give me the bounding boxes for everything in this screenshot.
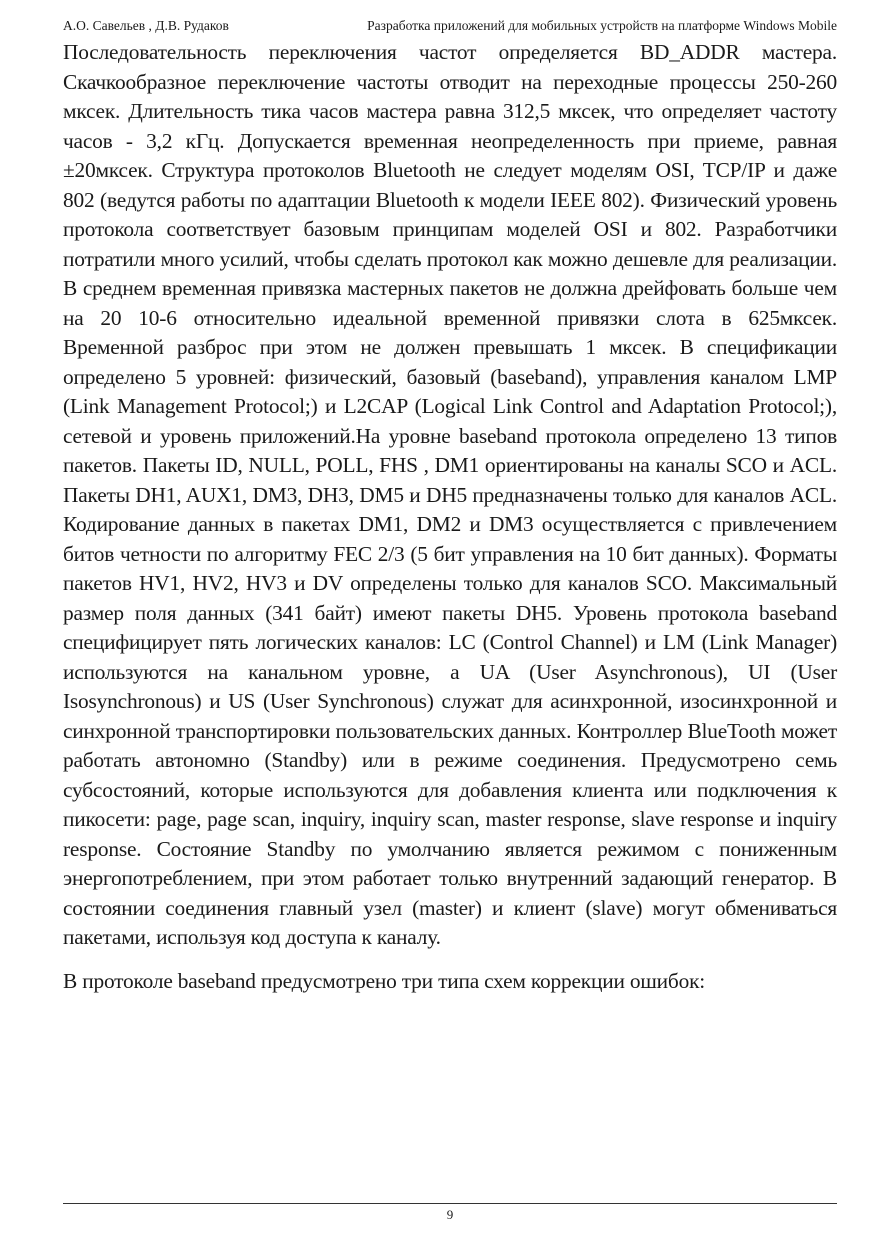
page-header bbox=[63, 17, 837, 35]
body-paragraph: В протоколе baseband предусмотрено три типа схем коррекции ошибок: bbox=[63, 968, 706, 993]
header-authors: А.О. Савельев , Д.В. Рудаков bbox=[63, 18, 229, 33]
page-body bbox=[63, 38, 837, 996]
body-paragraph: Последовательность переключения частот определяется BD_ADDR мастера. Скачкообразное переключение частоты отводит на переходные процессы 250-260 мксек. Длительность тика часов мастера равна 312,5 мксек, что определяет частоту часов - 3,2 кГц. Допускается временная неопределенность при приеме, равная ±20мксек. Структура протоколов Bluetooth не следует моделям OSI, TCP/IP и даже 802 (ведутся работы по адаптации Bluetooth к модели IEEE 802). Физический уровень протокола соответствует базовым принципам моделей OSI и 802. Разработчики потратили много усилий, чтобы сделать протокол как можно дешевле для реализации. В среднем временная привязка мастерных пакетов не должна дрейфовать больше чем на 20 10-6 относительно идеальной временной привязки слота в 625мксек. Временной разброс при этом не должен превышать 1 мксек. В спецификации определено 5 уровней: физический, базовый (baseband), управления каналом LMP (Link Management Protocol;) и L2CAP (Logical Link Control and Adaptation Protocol;), сетевой и уровень приложений.На уровне baseband протокола определено 13 типов пакетов. Пакеты ID, NULL, POLL, FHS , DM1 ориентированы на каналы SCO и ACL. Пакеты DH1, AUX1, DM3, DH3, DM5 и DH5 предназначены только для каналов ACL. Кодирование данных в пакетах DM1, DM2 и DM3 осуществляется с привлечением битов четности по алгоритму FEC 2/3 (5 бит управления на 10 бит данных). Форматы пакетов HV1, HV2, HV3 и DV определены только для каналов SCO. Максимальный размер поля данных (341 байт) имеют пакеты DH5. Уровень протокола baseband специфицирует пять логических каналов: LC (Control Channel) и LM (Link Manager) используются на канальном уровне, а UA (User Asynchronous), UI (User Isosynchronous) и US (User Synchronous) служат для асинхронной, изосинхронной и синхронной транспортировки пользовательских данных. Контроллер BlueTooth может работать автономно (Standby) или в режиме соединения. Предусмотрено семь субсостояний, которые используются для добавления клиента или подключения к пикосети: page, page scan, inquiry, inquiry scan, master response, slave response и inquiry response. Состояние Standby по умолчанию является режимом с пониженным энергопотреблением, при этом работает только внутренний задающий генератор. В состоянии соединения главный узел (master) и клиент (slave) могут обмениваться пакетами, используя код доступа к каналу. bbox=[63, 40, 837, 949]
header-book-title: Разработка приложений для мобильных устройств на платформе Windows Mobile bbox=[367, 18, 837, 33]
footer-divider bbox=[63, 1203, 837, 1204]
page-number: 9 bbox=[446, 1207, 454, 1222]
